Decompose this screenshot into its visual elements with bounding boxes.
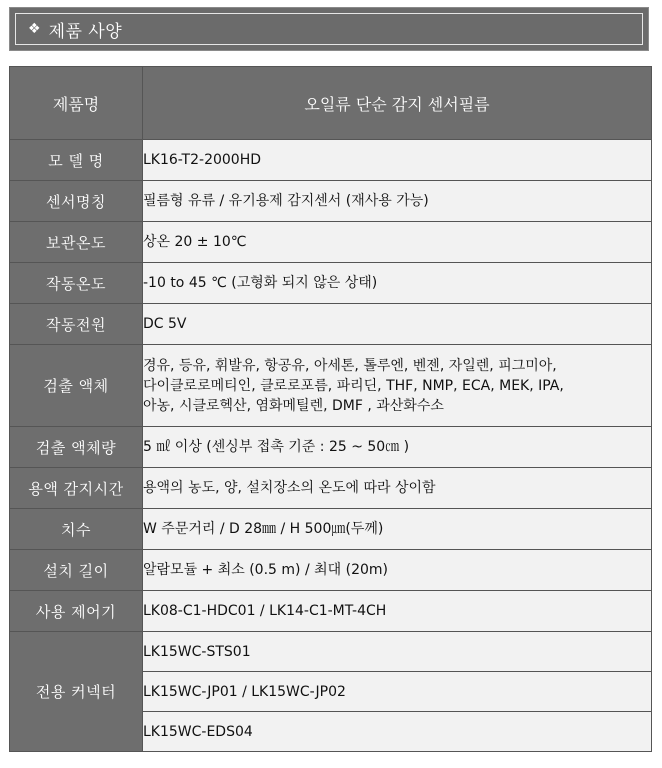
section-title: 제품 사양: [48, 21, 123, 42]
row-label-detect-time: 용액 감지시간: [10, 468, 143, 509]
row-label-operating-temp: 작동온도: [10, 263, 143, 304]
spec-table: [9, 66, 652, 752]
table-row: [10, 140, 652, 181]
header-value: 오일류 단순 감지 센서필름: [143, 67, 652, 140]
row-value-connector-1: LK15WC-STS01: [143, 632, 652, 672]
row-value-operating-temp: -10 to 45 ℃ (고형화 되지 않은 상태): [143, 263, 652, 304]
table-header-row: [10, 67, 652, 140]
header-label: 제품명: [10, 67, 143, 140]
row-value-model: LK16-T2-2000HD: [143, 140, 652, 181]
row-label-storage-temp: 보관온도: [10, 222, 143, 263]
section-title-bar: [9, 7, 649, 51]
row-label-connector: 전용 커넥터: [10, 632, 143, 752]
row-value-power: DC 5V: [143, 304, 652, 345]
diamond-bullet-icon: ❖: [28, 21, 41, 37]
table-row: [10, 181, 652, 222]
table-row: [10, 263, 652, 304]
row-label-detect-amount: 검출 액체량: [10, 427, 143, 468]
row-label-model: 모 델 명: [10, 140, 143, 181]
table-row: [10, 468, 652, 509]
table-row: [10, 509, 652, 550]
table-row: [10, 345, 652, 427]
section-title-inner: [15, 13, 643, 45]
table-row: [10, 304, 652, 345]
row-label-dimensions: 치수: [10, 509, 143, 550]
detect-liquid-line: 다이클로로메티인, 클로로포름, 파리딘, THF, NMP, ECA, MEK, IPA,: [143, 377, 564, 394]
row-value-install-length: 알람모듈 + 최소 (0.5 m) / 최대 (20m): [143, 550, 652, 591]
row-value-detect-time: 용액의 농도, 양, 설치장소의 온도에 따라 상이함: [143, 468, 652, 509]
row-value-connector-2: LK15WC-JP01 / LK15WC-JP02: [143, 672, 652, 712]
detect-liquid-line: 아농, 시클로헥산, 염화메틸렌, DMF , 과산화수소: [143, 397, 444, 414]
table-row: [10, 222, 652, 263]
row-label-controller: 사용 제어기: [10, 591, 143, 632]
row-value-detect-liquid: [143, 345, 652, 427]
row-label-install-length: 설치 길이: [10, 550, 143, 591]
table-row: [10, 550, 652, 591]
detect-liquid-line: 경유, 등유, 휘발유, 항공유, 아세톤, 톨루엔, 벤젠, 자일렌, 피그미아,: [143, 357, 557, 374]
row-label-sensor-name: 센서명칭: [10, 181, 143, 222]
row-value-detect-amount: 5 ㎖ 이상 (센싱부 접촉 기준 : 25 ~ 50㎝ ): [143, 427, 652, 468]
table-row: [10, 632, 652, 672]
row-label-power: 작동전원: [10, 304, 143, 345]
table-row: [10, 427, 652, 468]
row-value-connector-3: LK15WC-EDS04: [143, 712, 652, 752]
row-value-dimensions: W 주문거리 / D 28㎜ / H 500㎛(두께): [143, 509, 652, 550]
row-value-storage-temp: 상온 20 ± 10℃: [143, 222, 652, 263]
row-value-sensor-name: 필름형 유류 / 유기용제 감지센서 (재사용 가능): [143, 181, 652, 222]
row-value-controller: LK08-C1-HDC01 / LK14-C1-MT-4CH: [143, 591, 652, 632]
row-label-detect-liquid: 검출 액체: [10, 345, 143, 427]
table-row: [10, 591, 652, 632]
